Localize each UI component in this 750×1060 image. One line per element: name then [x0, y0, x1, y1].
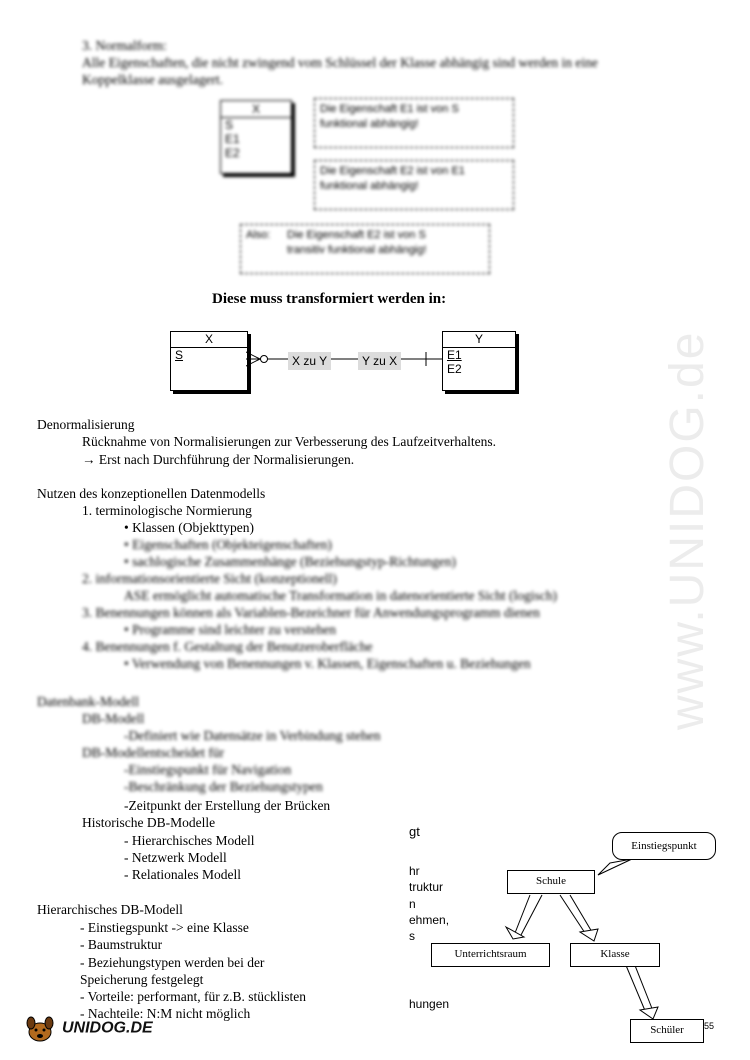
relationship-lines	[246, 344, 442, 374]
node-schule: Schule	[507, 870, 595, 894]
unidog-logo	[22, 1014, 153, 1044]
nutzen-item3-a: • Programme sind leichter zu verstehen	[124, 622, 337, 637]
note-e1-line2: funktional abhängig!	[320, 118, 419, 130]
nutzen-item3: 3. Benennungen können als Variablen-Bezeichner für Anwendungsprogramm dienen	[82, 605, 540, 620]
entity-x2-row: S	[175, 348, 184, 362]
entity-x-row: S	[225, 118, 234, 132]
logo-text: UNIDOG.DE	[62, 1019, 153, 1037]
fragment-text: gt	[409, 824, 420, 839]
hier-title: Hierarchisches DB-Modell	[37, 902, 183, 917]
dbmodell-hist-b: - Netzwerk Modell	[124, 850, 227, 865]
dbmodell-title: Datenbank-Modell	[37, 694, 139, 709]
page-number: 55	[704, 1021, 715, 1031]
node-unterrichtsraum: Unterrichtsraum	[431, 943, 550, 967]
hier-d: - Vorteile: performant, für z.B. stücklisten	[80, 989, 306, 1004]
dbmodell-sub2: DB-Modellentscheidet für	[82, 745, 225, 760]
entity-y-row: E1	[447, 348, 462, 362]
nutzen-item1: 1. terminologische Normierung	[82, 503, 252, 518]
dbmodell-hist: Historische DB-Modelle	[82, 815, 216, 830]
relationship-y-to-x: Y zu X	[358, 352, 401, 370]
nutzen-item2-a: ASE ermöglicht automatische Transformation in datenorientierte Sicht (logisch)	[124, 588, 558, 603]
fragment-text: ehmen,	[409, 913, 450, 927]
entity-y-title: Y	[443, 332, 515, 348]
dog-logo-icon	[22, 1014, 58, 1044]
dbmodell-sub2-c: -Zeitpunkt der Erstellung der Brücken	[124, 798, 331, 813]
entity-x-row: E1	[225, 132, 240, 146]
denorm-title: Denormalisierung	[37, 417, 135, 432]
note-e2	[314, 160, 514, 210]
hier-a: - Einstiegspunkt -> eine Klasse	[80, 920, 249, 935]
note-e2-line1: Die Eigenschaft E2 ist von E1	[320, 165, 465, 177]
dbmodell-sub1-a: -Definiert wie Datensätze in Verbindung stehen	[124, 728, 381, 743]
hier-b: - Baumstruktur	[80, 937, 163, 952]
hier-c2: Speicherung festgelegt	[80, 972, 204, 987]
entity-y-box	[442, 331, 516, 391]
dbmodell-hist-c: - Relationales Modell	[124, 867, 241, 882]
hier-e: - Nachteile: N:M nicht möglich	[80, 1006, 251, 1021]
entity-x2-box	[170, 331, 248, 391]
hier-c1: - Beziehungstypen werden bei der	[80, 955, 265, 970]
entity-y-row: E2	[447, 362, 462, 376]
entity-x2-title: X	[171, 332, 247, 348]
entity-x-row: E2	[225, 146, 240, 160]
note-e1	[314, 98, 514, 148]
dbmodell-sub2-a: -Einstiegspunkt für Navigation	[124, 762, 292, 777]
watermark-text: www.UNIDOG.de	[661, 330, 714, 730]
note-e2-line2: funktional abhängig!	[320, 180, 419, 192]
note-transitive-line2: transitiv funktional abhängig!	[287, 244, 427, 256]
dbmodell-sub1: DB-Modell	[82, 711, 145, 726]
denorm-line1: Rücknahme von Normalisierungen zur Verbesserung des Laufzeitverhaltens.	[82, 434, 496, 449]
fragment-text: n	[409, 897, 416, 911]
note-transitive-line1: Die Eigenschaft E2 ist von S	[287, 229, 426, 241]
relationship-x-to-y: X zu Y	[288, 352, 331, 370]
fragment-text: hungen	[409, 997, 450, 1011]
nutzen-item2: 2. informationsorientierte Sicht (konzeptionell)	[82, 571, 337, 586]
entity-x-title: X	[221, 101, 291, 118]
dbmodell-hist-a: - Hierarchisches Modell	[124, 833, 255, 848]
callout-einstiegspunkt: Einstiegspunkt	[612, 832, 716, 860]
normalform-desc-line2: Koppelklasse ausgelagert.	[82, 72, 223, 87]
fragment-text: s	[409, 929, 415, 943]
note-e1-line1: Die Eigenschaft E1 ist von S	[320, 103, 459, 115]
dbmodell-sub2-b: -Beschränkung der Beziehungstypen	[124, 779, 323, 794]
entity-x-box	[220, 100, 292, 174]
nutzen-item1-b: • Eigenschaften (Objekteigenschaften)	[124, 537, 332, 552]
normalform-desc-line1: Alle Eigenschaften, die nicht zwingend vom Schlüssel der Klasse abhängig sind werden in eine	[82, 55, 598, 70]
normalform-heading: 3. Normalform:	[82, 38, 167, 53]
nutzen-item1-a: • Klassen (Objekttypen)	[124, 520, 254, 535]
node-schueler: Schüler	[630, 1019, 704, 1043]
note-transitive-label: Also:	[246, 229, 271, 241]
nutzen-title: Nutzen des konzeptionellen Datenmodells	[37, 486, 266, 501]
node-klasse: Klasse	[570, 943, 660, 967]
fragment-text: truktur	[409, 880, 444, 894]
note-transitive	[240, 224, 490, 274]
denorm-line2: → Erst nach Durchführung der Normalisierungen.	[82, 452, 355, 467]
transform-heading: Diese muss transformiert werden in:	[212, 291, 447, 307]
nutzen-item4: 4. Benennungen f. Gestaltung der Benutzeroberfläche	[82, 639, 373, 654]
nutzen-item4-a: • Verwendung von Benennungen v. Klassen, Eigenschaften u. Beziehungen	[124, 656, 531, 671]
nutzen-item1-c: • sachlogische Zusammenhänge (Beziehungstyp-Richtungen)	[124, 554, 457, 569]
fragment-text: hr	[409, 864, 420, 878]
